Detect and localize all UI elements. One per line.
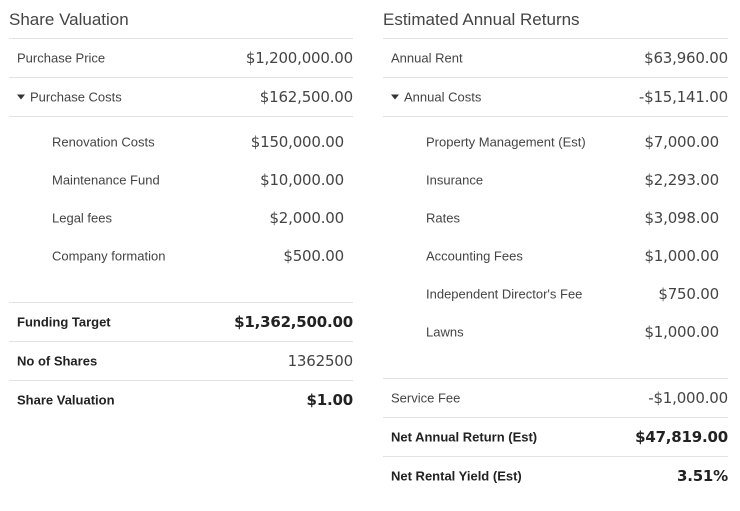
share-valuation-value: $1.00 (306, 391, 353, 409)
caret-down-icon (17, 95, 25, 100)
purchase-costs-label: Purchase Costs (30, 89, 122, 105)
cost-item-value: $150,000.00 (250, 133, 344, 151)
cost-item-value: $1,000.00 (644, 323, 719, 341)
service-fee-value: -$1,000.00 (648, 389, 728, 407)
share-valuation-row (9, 381, 353, 419)
no-of-shares-row (9, 342, 353, 380)
cost-item-label: Rates (426, 210, 460, 226)
purchase-price-row (9, 39, 353, 77)
list-item (9, 237, 353, 275)
cost-item-value: $2,293.00 (644, 171, 719, 189)
annual-costs-label: Annual Costs (404, 89, 482, 105)
net-annual-return-value: $47,819.00 (635, 428, 728, 446)
net-rental-yield-label: Net Rental Yield (Est) (391, 468, 522, 484)
net-rental-yield-row (383, 457, 728, 495)
cost-item-value: $750.00 (658, 285, 719, 303)
service-fee-row (383, 379, 728, 417)
divider (9, 116, 353, 117)
cost-item-value: $10,000.00 (260, 171, 344, 189)
share-valuation-label: Share Valuation (17, 392, 115, 408)
cost-item-label: Property Management (Est) (426, 134, 586, 150)
cost-item-label: Independent Director's Fee (426, 286, 583, 302)
annual-returns-title: Estimated Annual Returns (383, 10, 580, 29)
cost-item-value: $1,000.00 (644, 247, 719, 265)
purchase-price-label: Purchase Price (17, 50, 106, 66)
annual-costs-toggle[interactable] (383, 78, 728, 116)
list-item (383, 123, 728, 161)
funding-target-value: $1,362,500.00 (234, 313, 353, 331)
cost-item-label: Renovation Costs (52, 134, 155, 150)
purchase-costs-toggle[interactable] (9, 78, 353, 116)
cost-item-label: Accounting Fees (426, 248, 523, 264)
annual-rent-row (383, 39, 728, 77)
purchase-price-value: $1,200,000.00 (245, 49, 353, 67)
purchase-costs-label-wrap (17, 90, 122, 105)
cost-item-label: Legal fees (52, 210, 112, 226)
purchase-costs-value: $162,500.00 (259, 88, 353, 106)
cost-item-label: Lawns (426, 324, 464, 340)
list-item (9, 199, 353, 237)
net-annual-return-row (383, 418, 728, 456)
list-item (383, 275, 728, 313)
funding-target-label: Funding Target (17, 314, 111, 330)
cost-item-value: $3,098.00 (644, 209, 719, 227)
cost-item-value: $7,000.00 (644, 133, 719, 151)
list-item (383, 313, 728, 351)
cost-item-label: Company formation (52, 248, 166, 264)
annual-costs-value: -$15,141.00 (638, 88, 728, 106)
cost-item-value: $500.00 (283, 247, 344, 265)
list-item (383, 237, 728, 275)
divider (383, 116, 728, 117)
annual-rent-label: Annual Rent (391, 50, 463, 66)
list-item (383, 199, 728, 237)
funding-target-row (9, 303, 353, 341)
cost-item-value: $2,000.00 (269, 209, 344, 227)
no-of-shares-value: 1362500 (287, 352, 353, 370)
annual-costs-label-wrap (391, 90, 481, 105)
annual-returns-panel (383, 0, 728, 511)
service-fee-label: Service Fee (391, 390, 461, 406)
list-item (383, 161, 728, 199)
caret-down-icon (391, 95, 399, 100)
cost-item-label: Insurance (426, 172, 484, 188)
cost-item-label: Maintenance Fund (52, 172, 160, 188)
annual-rent-value: $63,960.00 (644, 49, 728, 67)
list-item (9, 123, 353, 161)
share-valuation-panel (9, 0, 353, 511)
share-valuation-title: Share Valuation (9, 10, 129, 29)
net-rental-yield-value: 3.51% (676, 467, 728, 485)
no-of-shares-label: No of Shares (17, 353, 98, 369)
net-annual-return-label: Net Annual Return (Est) (391, 429, 538, 445)
list-item (9, 161, 353, 199)
